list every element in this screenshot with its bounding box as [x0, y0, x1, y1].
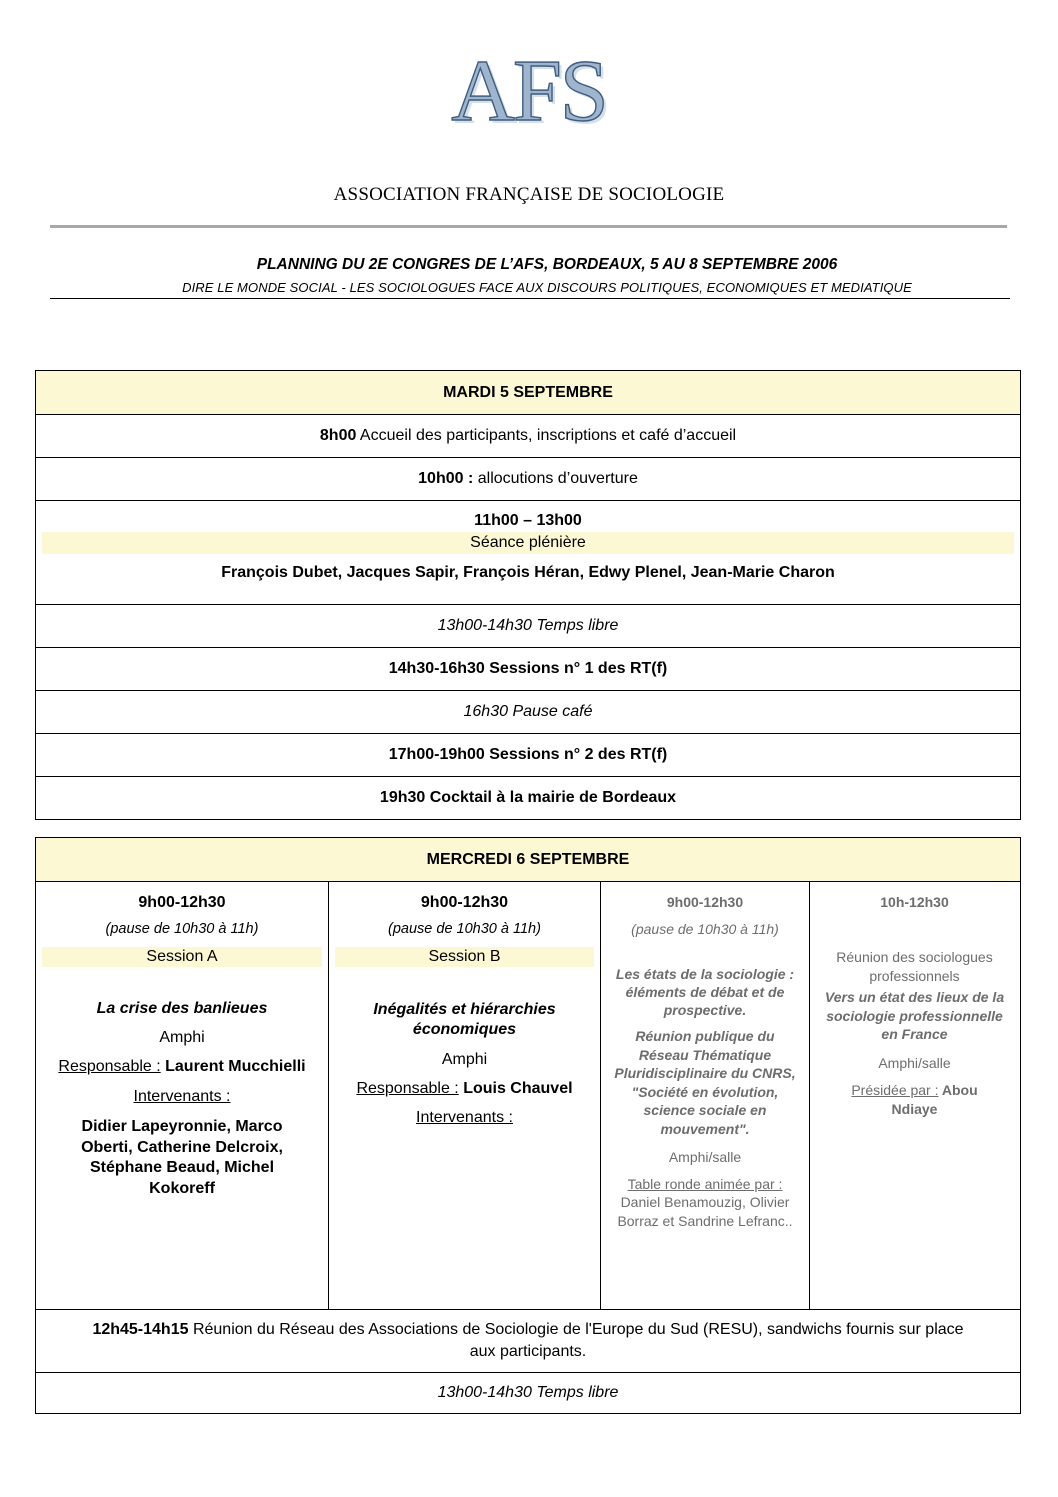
- session-label: Session A: [42, 947, 322, 967]
- plenary-row: [36, 500, 1020, 604]
- schedule-row: 10h00 : allocutions d’ouverture: [36, 457, 1020, 500]
- planning-title: PLANNING DU 2E CONGRES DE L’AFS, BORDEAUX, 5 AU 8 SEPTEMBRE 2006: [256, 256, 838, 273]
- schedule-row: 14h30-16h30 Sessions n° 1 des RT(f): [36, 647, 1020, 690]
- schedule-row: 16h30 Pause café: [36, 690, 1020, 733]
- resu-meeting-row: 12h45-14h15 Réunion du Réseau des Associations de Sociologie de l'Europe du Sud (RESU), sandwichs fournis sur place aux participants.: [36, 1309, 1020, 1372]
- session-title: Les états de la sociologie : éléments de débat et de prospective.: [615, 966, 795, 1018]
- plenary-speakers: François Dubet, Jacques Sapir, François Héran, Edwy Plenel, Jean-Marie Charon: [221, 564, 835, 581]
- afs-logo: AFS: [451, 43, 607, 140]
- schedule-row: 13h00-14h30 Temps libre: [36, 1372, 1020, 1413]
- session-rtp-cnrs: 9h00-12h30 (pause de 10h30 à 11h) Les états de la sociologie : éléments de débat et de prospective. Réunion publique du Réseau Thématique Pluridisciplinaire du CNRS, "Société en évolution, science sociale en mouvement". Amphi/salle Table ronde animée par : Daniel Benamouzig, Olivier Borraz et Sandrine Lefranc..: [600, 882, 809, 1309]
- day-header: MARDI 5 SEPTEMBRE: [36, 371, 1020, 414]
- session-label: Session B: [335, 947, 594, 967]
- divider: [50, 298, 1010, 299]
- divider: [50, 225, 1007, 228]
- session-title: Inégalités et hiérarchies économiques: [373, 1001, 556, 1038]
- schedule-row: 8h00 Accueil des participants, inscriptions et café d’accueil: [36, 414, 1020, 457]
- plenary-time: 11h00 – 13h00: [474, 512, 582, 529]
- schedule-row: 13h00-14h30 Temps libre: [36, 604, 1020, 647]
- day-header: MERCREDI 6 SEPTEMBRE: [36, 838, 1020, 881]
- schedule-row: 19h30 Cocktail à la mairie de Bordeaux: [36, 776, 1020, 819]
- organization-name: ASSOCIATION FRANÇAISE DE SOCIOLOGIE: [333, 184, 725, 205]
- schedule-row: 17h00-19h00 Sessions n° 2 des RT(f): [36, 733, 1020, 776]
- session-professionals: 10h-12h30 Réunion des sociologues professionnels Vers un état des lieux de la sociologie professionnelle en France Amphi/salle Présidée par : Abou Ndiaye: [809, 882, 1019, 1309]
- parallel-sessions: [36, 881, 1020, 1309]
- wednesday-schedule: [35, 837, 1021, 1414]
- session-title: La crise des banlieues: [96, 1000, 268, 1017]
- session-b: 9h00-12h30 (pause de 10h30 à 11h) Session B Inégalités et hiérarchies économiques Amphi Responsable : Louis Chauvel Intervenants :: [328, 882, 600, 1309]
- congress-subtitle: DIRE LE MONDE SOCIAL - LES SOCIOLOGUES FACE AUX DISCOURS POLITIQUES, ECONOMIQUES ET MEDIATIQUE: [182, 280, 912, 295]
- session-a: 9h00-12h30 (pause de 10h30 à 11h) Session A La crise des banlieues Amphi Responsable : Laurent Mucchielli Intervenants : Didier Lapeyronnie, Marco Oberti, Catherine Delcroix, Stéphane Beaud, Michel Kokoreff: [36, 882, 328, 1309]
- session-title: Vers un état des lieux de la sociologie professionnelle en France: [824, 989, 1005, 1042]
- plenary-label: Séance plénière: [42, 532, 1014, 554]
- tuesday-schedule: [35, 370, 1021, 820]
- session-speakers: Didier Lapeyronnie, Marco Oberti, Catherine Delcroix, Stéphane Beaud, Michel Kokoreff: [81, 1118, 283, 1197]
